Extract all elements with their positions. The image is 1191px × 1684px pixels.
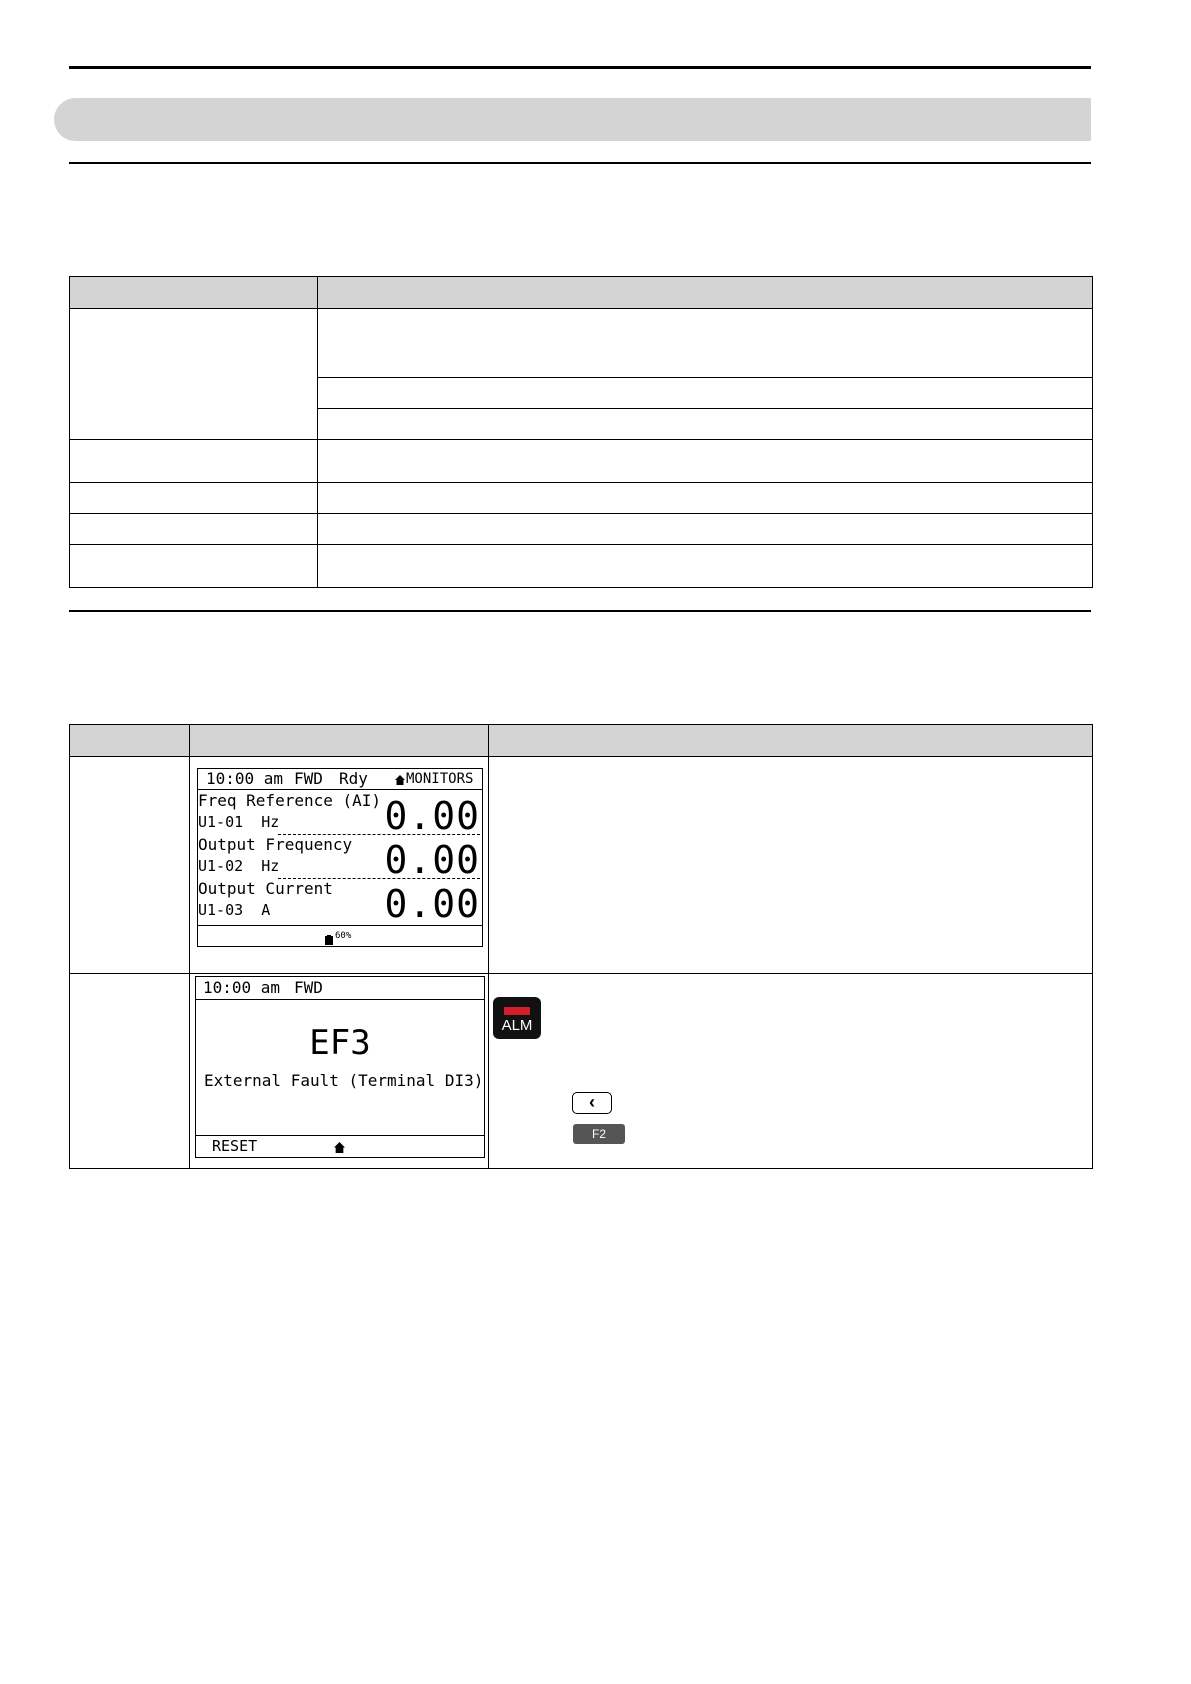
direction-indicator: FWD xyxy=(294,769,323,788)
table-row xyxy=(70,440,1093,483)
fault-message: External Fault (Terminal DI3) xyxy=(204,1071,484,1090)
home-icon xyxy=(395,769,405,789)
monitor-code: U1-03 A xyxy=(198,901,271,919)
monitor-label: Output Current xyxy=(198,879,333,898)
screen-footer xyxy=(196,1135,484,1157)
table-row xyxy=(70,545,1093,588)
monitor-value: 0.00 xyxy=(384,794,480,838)
alm-indicator-icon xyxy=(493,997,541,1039)
screen-header xyxy=(196,977,484,1000)
fault-code: EF3 xyxy=(309,1023,371,1063)
fault-screen xyxy=(195,976,485,1158)
reset-softkey[interactable]: RESET xyxy=(212,1137,258,1155)
table-header-row xyxy=(70,725,1093,757)
heading-rule xyxy=(69,162,1091,164)
table-row xyxy=(70,309,1093,378)
table-row xyxy=(70,514,1093,545)
table-row xyxy=(70,483,1093,514)
direction-indicator: FWD xyxy=(294,978,323,997)
battery-icon xyxy=(325,930,333,950)
screen-footer xyxy=(198,925,482,946)
monitor-label: Output Frequency xyxy=(198,835,353,854)
section-rule xyxy=(69,610,1091,612)
monitor-code: U1-01 Hz xyxy=(198,813,280,831)
top-rule xyxy=(69,66,1091,69)
clock: 10:00 am xyxy=(206,769,284,788)
table-header-row xyxy=(70,277,1093,309)
alm-led xyxy=(504,1007,530,1015)
alm-label: ALM xyxy=(501,1017,533,1034)
screen-header xyxy=(198,769,482,790)
mode-label: MONITORS xyxy=(406,771,474,787)
section-banner xyxy=(54,98,1091,141)
clock: 10:00 am xyxy=(203,978,281,997)
monitor-value: 0.00 xyxy=(384,838,480,882)
home-icon[interactable] xyxy=(334,1138,345,1158)
battery-percent: 60% xyxy=(335,931,352,941)
monitor-value: 0.00 xyxy=(384,882,480,926)
monitor-label: Freq Reference (AI) xyxy=(198,791,382,810)
parameter-table xyxy=(69,276,1093,588)
f2-key-icon: F2 xyxy=(573,1124,625,1144)
monitor-code: U1-02 Hz xyxy=(198,857,280,875)
left-arrow-key-icon: ‹ xyxy=(572,1092,612,1114)
status-indicator: Rdy xyxy=(339,769,368,788)
monitor-screen xyxy=(197,768,483,947)
